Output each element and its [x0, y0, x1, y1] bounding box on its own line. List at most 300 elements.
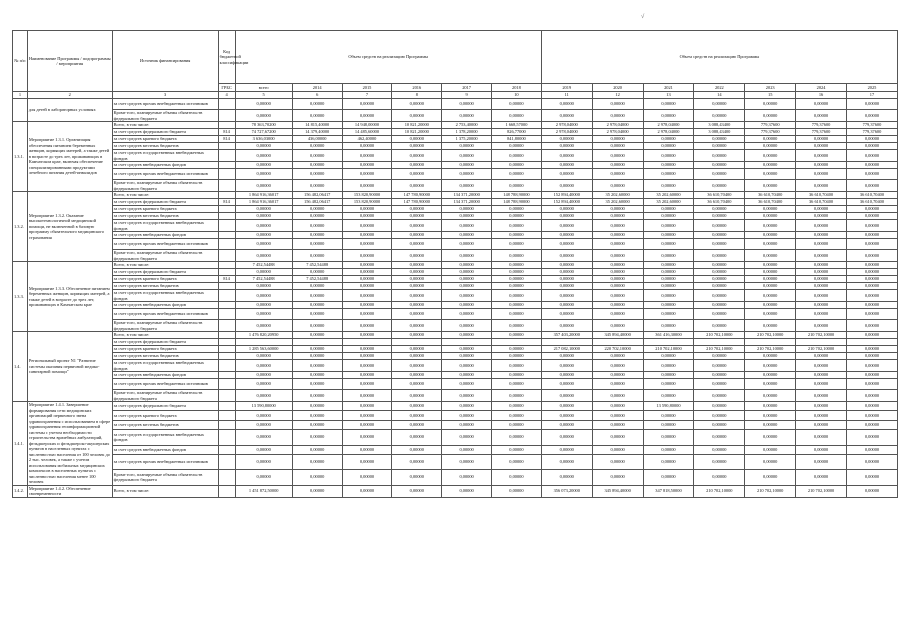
- year-value: 0,00000: [745, 302, 796, 309]
- year-value: 0,00000: [442, 360, 492, 372]
- total-value: 0,00000: [235, 269, 292, 276]
- table-row: [13, 239, 898, 250]
- year-value: 0,00000: [492, 269, 542, 276]
- year-header: 2023: [745, 84, 796, 92]
- year-value: 0,00000: [492, 390, 542, 402]
- table-row: [13, 346, 898, 353]
- total-value: 0,00000: [235, 169, 292, 180]
- year-value: 0,00000: [643, 445, 694, 454]
- kbk-code: [218, 485, 235, 497]
- total-value: 0,00000: [235, 220, 292, 232]
- year-value: 0,00000: [745, 469, 796, 485]
- year-value: 35 202,60000: [592, 192, 643, 199]
- year-value: 0,00000: [846, 269, 897, 276]
- year-value: [342, 339, 392, 346]
- year-value: 0,00000: [342, 239, 392, 250]
- year-value: 0,00000: [694, 206, 745, 213]
- column-number-cell: 10: [492, 92, 542, 99]
- year-value: 0,00000: [796, 372, 847, 379]
- total-value: 74 727,67200: [235, 129, 292, 136]
- year-value: 0,00000: [492, 180, 542, 192]
- year-value: 0,00000: [643, 150, 694, 162]
- year-value: 0,00000: [745, 276, 796, 283]
- year-value: 36 610,70400: [796, 199, 847, 206]
- col-source-header: Источник финансирования: [112, 31, 218, 92]
- year-value: 0,00000: [643, 469, 694, 485]
- year-value: 0,00000: [342, 290, 392, 302]
- year-value: 0,00000: [342, 353, 392, 360]
- year-value: 0,00000: [592, 390, 643, 402]
- item-number: 1.3.2.: [13, 192, 28, 262]
- year-header: 2025: [846, 84, 897, 92]
- year-value: 0,00000: [592, 420, 643, 429]
- year-value: 0,00000: [796, 250, 847, 262]
- column-number-row: [13, 92, 898, 99]
- item-number: 1.3.3.: [13, 262, 28, 332]
- funding-source: за счет средств внебюджетных фондов: [112, 302, 218, 309]
- column-number-cell: 12: [592, 92, 643, 99]
- year-value: 152 894,40000: [541, 199, 592, 206]
- year-value: 0,00000: [541, 302, 592, 309]
- year-header: 2014: [292, 84, 342, 92]
- year-value: 0,00000: [796, 379, 847, 390]
- funding-source: Кроме того, планируемые объемы обязательств федерального бюджета: [112, 110, 218, 122]
- year-value: 0,00000: [745, 320, 796, 332]
- year-value: 0,00000: [442, 239, 492, 250]
- year-value: 0,00000: [745, 162, 796, 169]
- year-value: 0,00000: [592, 206, 643, 213]
- year-value: 0,00000: [592, 220, 643, 232]
- year-value: 0,00000: [392, 485, 442, 497]
- year-value: 0,00000: [342, 379, 392, 390]
- year-value: 0,00000: [796, 469, 847, 485]
- table-row: [13, 206, 898, 213]
- funding-source: за счет средств краевого бюджета: [112, 206, 218, 213]
- year-value: 0,00000: [541, 390, 592, 402]
- year-value: 0,00000: [342, 143, 392, 150]
- year-value: 0,00000: [846, 180, 897, 192]
- year-value: 0,00000: [492, 250, 542, 262]
- kbk-code: [218, 339, 235, 346]
- year-value: 0,00000: [392, 445, 442, 454]
- total-value: 0,00000: [235, 372, 292, 379]
- year-value: 0,00000: [442, 411, 492, 420]
- column-number-cell: 13: [643, 92, 694, 99]
- year-value: 0,00000: [342, 360, 392, 372]
- year-value: 0,00000: [342, 332, 392, 339]
- total-value: 3 636,03000: [235, 136, 292, 143]
- year-value: 0,00000: [745, 309, 796, 320]
- year-value: 0,00000: [392, 309, 442, 320]
- kbk-code: [218, 402, 235, 411]
- year-value: 153 820,90000: [342, 199, 392, 206]
- year-value: 0,00000: [643, 429, 694, 445]
- year-value: 0,00000: [846, 239, 897, 250]
- year-value: 0,00000: [694, 99, 745, 110]
- budget-table-body: [13, 99, 898, 498]
- corner-check-mark: √: [641, 14, 645, 20]
- total-value: [235, 339, 292, 346]
- table-row: [13, 180, 898, 192]
- year-value: 0,00000: [745, 206, 796, 213]
- year-value: 356 073,20000: [541, 485, 592, 497]
- year-value: 0,00000: [745, 232, 796, 239]
- table-row: [13, 360, 898, 372]
- year-value: 0,00000: [643, 262, 694, 269]
- table-row: [13, 454, 898, 469]
- year-value: 0,00000: [592, 143, 643, 150]
- year-value: 0,00000: [492, 402, 542, 411]
- year-value: 0,00000: [492, 169, 542, 180]
- year-value: 0,00000: [796, 232, 847, 239]
- year-value: 0,00000: [342, 99, 392, 110]
- year-value: 0,00000: [342, 283, 392, 290]
- year-value: 210 702,10000: [796, 485, 847, 497]
- year-value: 0,00000: [745, 372, 796, 379]
- year-value: 0,00000: [694, 150, 745, 162]
- year-value: 0,00000: [846, 250, 897, 262]
- kbk-code: 814: [218, 129, 235, 136]
- year-value: 0,00000: [442, 485, 492, 497]
- year-value: 0,00000: [292, 360, 342, 372]
- year-value: 0,00000: [541, 372, 592, 379]
- year-value: 0,00000: [392, 262, 442, 269]
- kbk-code: [218, 445, 235, 454]
- funding-source: за счет средств внебюджетных фондов: [112, 232, 218, 239]
- year-value: 0,00000: [643, 353, 694, 360]
- year-value: 0,00000: [442, 283, 492, 290]
- year-value: 0,00000: [745, 169, 796, 180]
- year-value: 0,00000: [846, 454, 897, 469]
- year-value: 0,00000: [541, 353, 592, 360]
- year-value: 0,00000: [442, 220, 492, 232]
- kbk-code: [218, 269, 235, 276]
- year-value: 0,00000: [292, 220, 342, 232]
- year-value: 0,00000: [592, 309, 643, 320]
- year-value: 347 818,50000: [643, 485, 694, 497]
- year-value: 0,00000: [292, 411, 342, 420]
- year-value: 0,00000: [442, 445, 492, 454]
- year-value: 0,00000: [541, 206, 592, 213]
- year-value: 0,00000: [392, 290, 442, 302]
- year-value: 0,00000: [492, 360, 542, 372]
- year-value: 210 702,10000: [745, 332, 796, 339]
- year-value: 0,00000: [745, 180, 796, 192]
- year-value: 0,00000: [442, 379, 492, 390]
- kbk-code: [218, 332, 235, 339]
- year-value: 0,00000: [643, 309, 694, 320]
- year-value: 0,00000: [292, 402, 342, 411]
- year-value: 0,00000: [694, 309, 745, 320]
- item-name: Мероприятие 1.3.2. Оказание высокотехнологичной медицинской помощи, не включенной в базовую программу обязательного медицинского страхования: [27, 192, 112, 262]
- year-value: 0,00000: [846, 283, 897, 290]
- year-value: 0,00000: [292, 290, 342, 302]
- year-value: 0,00000: [541, 445, 592, 454]
- year-value: 0,00000: [492, 220, 542, 232]
- year-value: 0,00000: [745, 290, 796, 302]
- total-header: всего: [235, 84, 292, 92]
- year-value: 0,00000: [392, 143, 442, 150]
- column-number-cell: 7: [342, 92, 392, 99]
- year-value: 0,00000: [796, 290, 847, 302]
- year-value: 0,00000: [745, 269, 796, 276]
- year-value: 0,00000: [745, 250, 796, 262]
- year-value: 0,00000: [292, 206, 342, 213]
- funding-source: Всего, в том числе:: [112, 192, 218, 199]
- table-row: [13, 169, 898, 180]
- year-value: 0,00000: [292, 390, 342, 402]
- funding-source: Кроме того, планируемые объемы обязательств федерального бюджета: [112, 320, 218, 332]
- year-value: 0,00000: [643, 232, 694, 239]
- year-value: 0,00000: [292, 110, 342, 122]
- total-value: 0,00000: [235, 360, 292, 372]
- year-value: 3 088,43400: [694, 129, 745, 136]
- year-value: 2 978,04000: [643, 122, 694, 129]
- year-value: 0,00000: [492, 445, 542, 454]
- year-value: 0,00000: [442, 232, 492, 239]
- year-value: [694, 339, 745, 346]
- kbk-code: [218, 122, 235, 129]
- funding-source: за счет средств местных бюджетов: [112, 213, 218, 220]
- year-value: 210 702,10000: [796, 332, 847, 339]
- funding-source: за счет средств государственных внебюджетных фондов: [112, 220, 218, 232]
- year-value: 0,00000: [492, 276, 542, 283]
- year-value: 0,00000: [392, 162, 442, 169]
- year-value: 134 371,20000: [442, 192, 492, 199]
- year-header: 2017: [442, 84, 492, 92]
- item-number: [13, 99, 28, 122]
- year-value: 0,00000: [643, 420, 694, 429]
- year-value: 0,00000: [592, 136, 643, 143]
- year-value: 0,00000: [541, 420, 592, 429]
- year-value: 0,00000: [541, 411, 592, 420]
- kbk-code: [218, 302, 235, 309]
- total-value: 1 451 872,50000: [235, 485, 292, 497]
- funding-source: за счет средств местных бюджетов: [112, 420, 218, 429]
- year-value: 0,00000: [592, 162, 643, 169]
- year-value: 0,00000: [342, 150, 392, 162]
- year-value: 0,00000: [292, 162, 342, 169]
- year-value: 0,00000: [442, 302, 492, 309]
- year-value: 0,00000: [442, 309, 492, 320]
- year-value: 0,00000: [796, 360, 847, 372]
- year-value: 36 610,70400: [846, 199, 897, 206]
- kbk-code: [218, 192, 235, 199]
- year-value: 0,00000: [541, 290, 592, 302]
- funding-source: за счет средств федерального бюджета: [112, 402, 218, 411]
- year-value: 0,00000: [694, 232, 745, 239]
- year-value: 0,00000: [541, 429, 592, 445]
- year-value: 0,00000: [846, 169, 897, 180]
- table-row: [13, 276, 898, 283]
- kbk-code: [218, 429, 235, 445]
- year-value: 0,00000: [492, 353, 542, 360]
- year-value: 0,00000: [292, 309, 342, 320]
- year-value: 1 668,57000: [492, 122, 542, 129]
- period2-header: Объем средств на реализацию Программы: [541, 31, 897, 84]
- year-value: 0,00000: [796, 420, 847, 429]
- year-value: 0,00000: [541, 99, 592, 110]
- table-row: [13, 339, 898, 346]
- year-value: 0,00000: [292, 99, 342, 110]
- year-value: 0,00000: [292, 302, 342, 309]
- year-value: 0,00000: [643, 99, 694, 110]
- year-value: 0,00000: [643, 239, 694, 250]
- year-value: 0,00000: [392, 332, 442, 339]
- year-value: 0,00000: [846, 143, 897, 150]
- year-value: 0,00000: [796, 262, 847, 269]
- year-value: [541, 339, 592, 346]
- year-value: 0,00000: [392, 454, 442, 469]
- total-value: 1 285 563,60000: [235, 346, 292, 353]
- year-value: 0,00000: [592, 213, 643, 220]
- year-value: 0,00000: [541, 262, 592, 269]
- year-value: 1 375,20000: [442, 136, 492, 143]
- year-value: 0,00000: [592, 283, 643, 290]
- year-header: 2016: [392, 84, 442, 92]
- year-value: 0,00000: [342, 445, 392, 454]
- year-value: 0,00000: [392, 220, 442, 232]
- year-value: 0,00000: [541, 180, 592, 192]
- total-value: 1 864 916,36017: [235, 199, 292, 206]
- year-value: 0,00000: [292, 250, 342, 262]
- year-value: 0,00000: [846, 206, 897, 213]
- funding-source: Всего, в том числе:: [112, 262, 218, 269]
- year-value: 0,00000: [796, 239, 847, 250]
- year-value: 0,00000: [846, 390, 897, 402]
- year-value: 0,00000: [846, 402, 897, 411]
- year-value: 210 702,10000: [643, 346, 694, 353]
- funding-source: за счет средств краевого бюджета: [112, 346, 218, 353]
- year-value: 0,00000: [292, 232, 342, 239]
- year-value: 0,00000: [643, 180, 694, 192]
- table-row: [13, 429, 898, 445]
- table-row: [13, 420, 898, 429]
- year-value: 0,00000: [492, 332, 542, 339]
- year-value: 2 978,04000: [592, 129, 643, 136]
- year-value: 0,00000: [643, 372, 694, 379]
- item-number: 1.4.1.: [13, 402, 28, 486]
- year-value: 0,00000: [492, 213, 542, 220]
- year-value: 0,00000: [846, 379, 897, 390]
- year-value: 2 978,04000: [541, 122, 592, 129]
- funding-source: за счет средств государственных внебюджетных фондов: [112, 429, 218, 445]
- funding-source: за счет средств внебюджетных фондов: [112, 445, 218, 454]
- year-value: 0,00000: [492, 346, 542, 353]
- year-value: 0,00000: [592, 276, 643, 283]
- kbk-code: [218, 390, 235, 402]
- year-value: 0,00000: [694, 283, 745, 290]
- col-name-header: Наименование Программы / подпрограммы / мероприятия: [27, 31, 112, 92]
- year-value: 0,00000: [694, 213, 745, 220]
- year-value: 0,00000: [745, 262, 796, 269]
- year-value: 0,00000: [592, 379, 643, 390]
- year-value: 0,00000: [846, 420, 897, 429]
- year-value: 0,00000: [342, 232, 392, 239]
- year-value: 0,00000: [694, 162, 745, 169]
- year-value: 0,00000: [392, 239, 442, 250]
- year-value: [592, 339, 643, 346]
- year-value: 0,00000: [492, 283, 542, 290]
- year-value: 0,00000: [292, 346, 342, 353]
- column-number-cell: 4: [218, 92, 235, 99]
- year-value: 0,00000: [492, 239, 542, 250]
- kbk-code: [218, 250, 235, 262]
- funding-source: Кроме того, планируемые объемы обязательств федерального бюджета: [112, 250, 218, 262]
- year-value: 0,00000: [846, 99, 897, 110]
- year-value: 0,00000: [392, 402, 442, 411]
- year-value: 0,00000: [694, 411, 745, 420]
- year-value: 2 978,04000: [592, 122, 643, 129]
- year-value: 345 894,40000: [592, 485, 643, 497]
- year-value: 0,00000: [796, 276, 847, 283]
- year-value: 0,00000: [694, 360, 745, 372]
- year-value: 0,00000: [643, 379, 694, 390]
- year-value: 0,00000: [442, 276, 492, 283]
- column-number-cell: 6: [292, 92, 342, 99]
- year-value: 0,00000: [745, 213, 796, 220]
- year-value: 0,00000: [392, 302, 442, 309]
- year-value: 0,00000: [846, 220, 897, 232]
- funding-source: за счет средств краевого бюджета: [112, 136, 218, 143]
- kbk-code: [218, 320, 235, 332]
- year-value: 0,00000: [342, 485, 392, 497]
- year-value: 361 416,30000: [643, 332, 694, 339]
- year-value: 0,00000: [694, 136, 745, 143]
- year-value: 0,00000: [392, 346, 442, 353]
- year-value: 0,00000: [292, 269, 342, 276]
- column-number-cell: 1: [13, 92, 28, 99]
- year-value: 14 485,60000: [342, 129, 392, 136]
- table-row: [13, 250, 898, 262]
- year-value: 0,00000: [846, 445, 897, 454]
- year-value: 0,00000: [392, 469, 442, 485]
- year-value: 0,00000: [392, 420, 442, 429]
- funding-source: за счет средств государственных внебюджетных фондов: [112, 290, 218, 302]
- year-value: 0,00000: [796, 411, 847, 420]
- year-value: 220 702,10000: [592, 346, 643, 353]
- total-value: 0,00000: [235, 162, 292, 169]
- year-value: 0,00000: [342, 220, 392, 232]
- year-value: [442, 339, 492, 346]
- year-value: 0,00000: [541, 360, 592, 372]
- year-value: 36 610,70400: [745, 192, 796, 199]
- year-value: 0,00000: [796, 110, 847, 122]
- year-value: 0,00000: [643, 206, 694, 213]
- year-value: 0,00000: [643, 220, 694, 232]
- year-value: 0,00000: [292, 420, 342, 429]
- year-value: 0,00000: [592, 469, 643, 485]
- year-value: 0,00000: [292, 379, 342, 390]
- year-value: 0,00000: [643, 169, 694, 180]
- year-value: 0,00000: [541, 379, 592, 390]
- year-value: 0,00000: [592, 372, 643, 379]
- year-value: 0,00000: [846, 162, 897, 169]
- year-value: 36 610,70400: [694, 192, 745, 199]
- year-value: 0,00000: [592, 169, 643, 180]
- year-value: 0,00000: [392, 213, 442, 220]
- year-value: 156 482,06417: [292, 199, 342, 206]
- year-value: 0,00000: [541, 239, 592, 250]
- year-value: 2 753,40000: [442, 122, 492, 129]
- year-value: 0,00000: [796, 220, 847, 232]
- year-value: 0,00000: [541, 220, 592, 232]
- table-row: [13, 390, 898, 402]
- year-value: 0,00000: [442, 429, 492, 445]
- item-number: 1.4.2.: [13, 485, 28, 497]
- year-value: 0,00000: [342, 372, 392, 379]
- year-value: 0,00000: [796, 309, 847, 320]
